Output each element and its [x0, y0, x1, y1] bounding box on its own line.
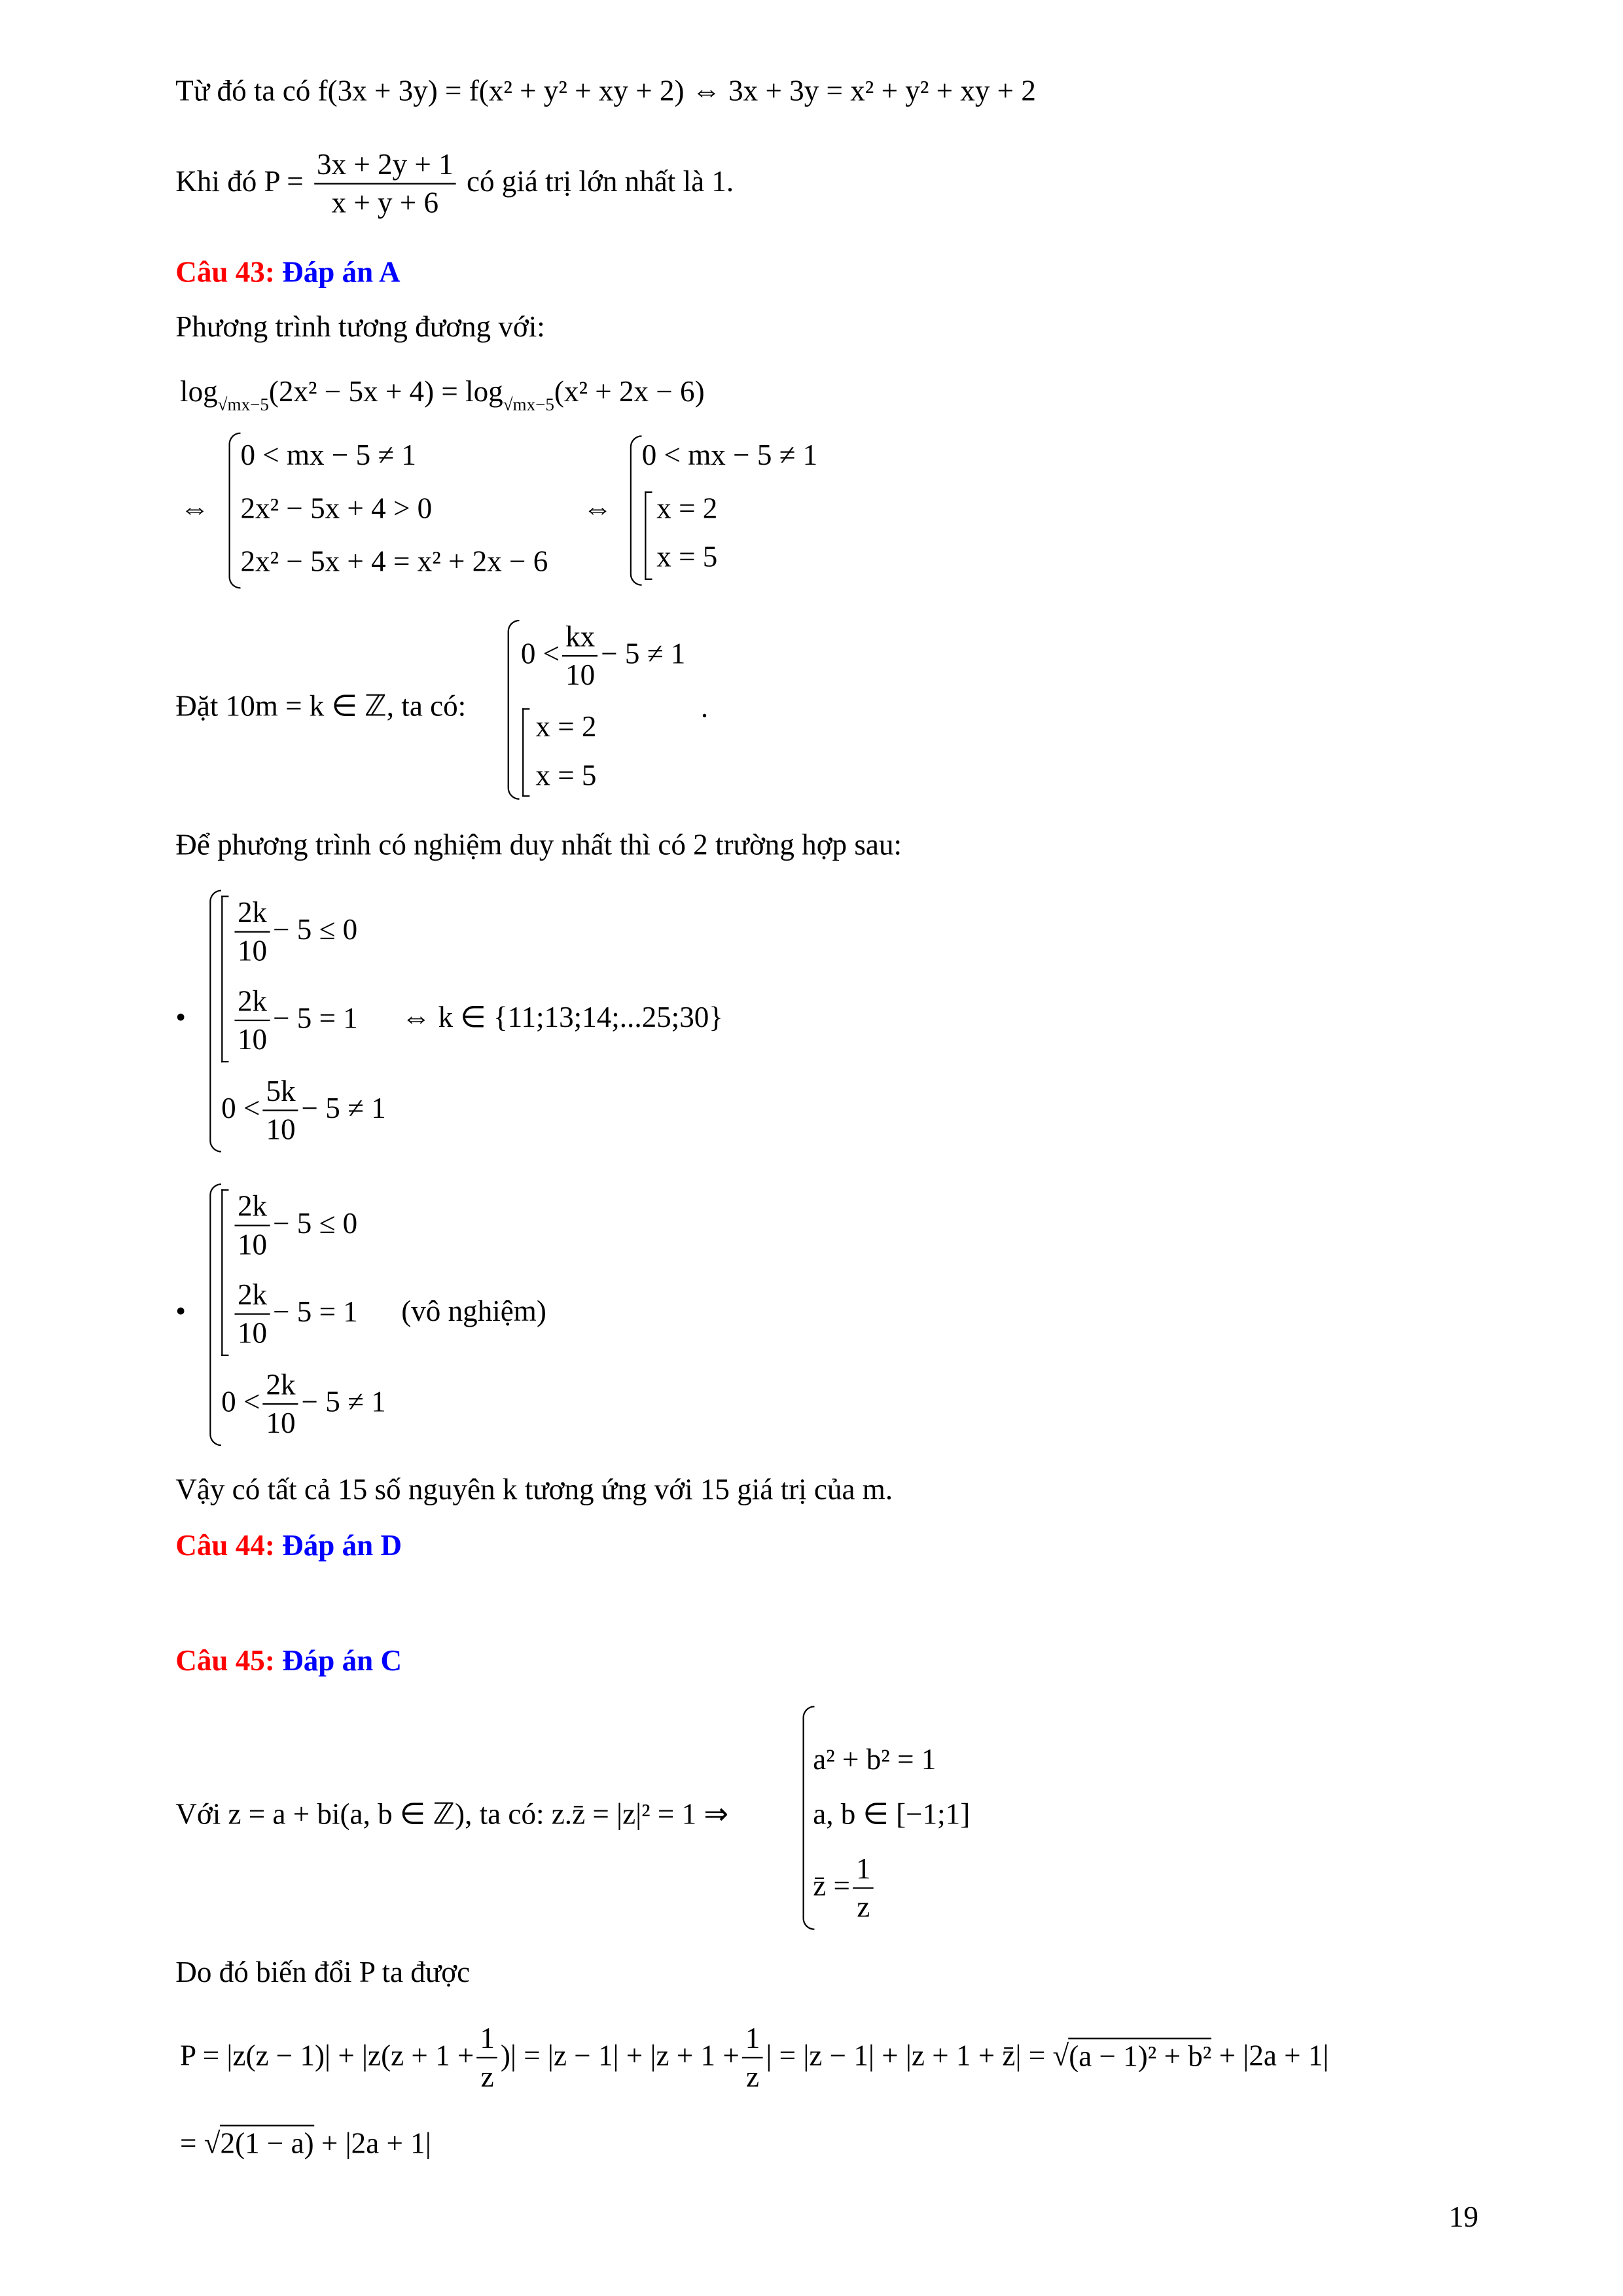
or-bracket — [221, 1189, 228, 1356]
p-equation-simplified — [180, 2129, 431, 2159]
system-row: 2x² − 5x + 4 > 0 — [240, 493, 433, 526]
page-number: 19 — [1448, 2201, 1479, 2234]
line-function-equation — [175, 77, 1036, 106]
log-base: √mx−5 — [217, 393, 269, 415]
system-brace — [228, 433, 240, 589]
alt-row: x = 5 — [535, 760, 597, 793]
denominator: z — [857, 1892, 870, 1924]
system-row — [521, 622, 685, 691]
denominator: z — [746, 2061, 760, 2094]
equivalence-arrow: ⇔ — [180, 493, 210, 526]
alt-row: x = 5 — [656, 541, 718, 575]
text: − 5 ≤ 0 — [273, 914, 358, 947]
question-label: Câu 43: — [175, 257, 275, 289]
question-43-heading — [175, 259, 400, 288]
text: Khi đó P = — [175, 166, 311, 199]
numerator: 2k — [234, 1193, 270, 1227]
system-brace — [630, 435, 642, 586]
denominator: 10 — [237, 1229, 268, 1262]
numerator: 5k — [263, 1077, 298, 1111]
radicand: 2(1 − a) — [221, 2125, 314, 2160]
fraction — [263, 1371, 298, 1439]
fraction — [853, 1855, 874, 1923]
numerator: 3x + 2y + 1 — [313, 151, 456, 185]
numerator: 2k — [263, 1371, 298, 1405]
p-equation — [180, 2024, 1329, 2092]
question-45-heading — [175, 1647, 402, 1676]
numerator: 1 — [477, 2024, 498, 2058]
equivalence-arrow: ⇔ — [582, 493, 613, 526]
case-row — [232, 899, 357, 967]
fraction — [234, 987, 270, 1055]
system-brace — [209, 1183, 221, 1446]
log: log — [180, 376, 218, 409]
text: (2x² − 5x + 4) = log — [268, 376, 503, 409]
text: + |2a + 1| — [313, 2127, 431, 2161]
text: − 5 ≠ 1 — [601, 638, 686, 671]
radicand: (a − 1)² + b² — [1069, 2037, 1211, 2073]
numerator: 1 — [853, 1855, 874, 1889]
system-row: a² + b² = 1 — [813, 1744, 936, 1777]
cases-intro: Để phương trình có nghiệm duy nhất thì có 2 trường hợp sau: — [175, 829, 902, 862]
system-brace — [508, 620, 520, 800]
text: − 5 = 1 — [273, 1296, 358, 1329]
system-row: a, b ∈ [−1;1] — [813, 1799, 971, 1831]
case-result: (vô nghiệm) — [401, 1295, 546, 1329]
fraction — [263, 1077, 298, 1145]
substitution-text: Đặt 10m = k ∈ ℤ, ta có: — [175, 691, 467, 723]
text: + |2a + 1| — [1211, 2040, 1329, 2073]
numerator: 2k — [234, 987, 270, 1021]
denominator: 10 — [565, 659, 596, 692]
fraction — [313, 151, 456, 219]
system-row — [813, 1855, 876, 1923]
answer-label: Đáp án D — [282, 1530, 402, 1563]
system-row: 2x² − 5x + 4 = x² + 2x − 6 — [240, 546, 548, 579]
line-p-max — [175, 151, 734, 219]
alt-row: x = 2 — [656, 493, 718, 526]
intro-text: Phương trình tương đương với: — [175, 311, 545, 344]
text: 0 < — [520, 638, 560, 671]
text: = √ — [180, 2127, 221, 2161]
case-result: ⇔ k ∈ {11;13;14;...25;30} — [401, 1001, 723, 1035]
denominator: 10 — [237, 1024, 268, 1057]
text: Từ đó ta có — [175, 75, 318, 108]
case-row — [232, 1193, 357, 1261]
question-44-heading — [175, 1532, 402, 1561]
text: − 5 = 1 — [273, 1003, 358, 1035]
text: (x² + 2x − 6) — [554, 376, 705, 409]
bullet: • — [175, 1001, 187, 1035]
numerator: 2k — [234, 899, 270, 933]
system-row: 0 < mx − 5 ≠ 1 — [641, 439, 818, 473]
or-bracket — [221, 895, 228, 1062]
period: . — [700, 692, 709, 725]
numerator: 1 — [742, 2024, 763, 2058]
text: 0 < — [221, 1092, 260, 1126]
denominator: 10 — [266, 1114, 296, 1147]
system-brace — [209, 889, 221, 1152]
fraction — [234, 1281, 270, 1349]
case-row — [232, 987, 358, 1055]
text: 0 < — [221, 1386, 260, 1419]
text: | = |z − 1| + |z + 1 + z̄| = √ — [766, 2040, 1069, 2073]
fraction — [234, 1193, 270, 1261]
or-bracket — [645, 492, 652, 580]
complex-setup: Với z = a + bi(a, b ∈ ℤ), ta có: z.z̄ = |z|² = 1 ⇒ — [175, 1799, 729, 1831]
log-base: √mx−5 — [503, 393, 554, 415]
numerator: 2k — [234, 1281, 270, 1315]
denominator: x + y + 6 — [331, 187, 439, 220]
transform-intro: Do đó biến đổi P ta được — [175, 1956, 471, 1990]
text: − 5 ≠ 1 — [301, 1092, 386, 1126]
answer-label: Đáp án C — [282, 1645, 402, 1678]
fraction — [477, 2024, 498, 2092]
denominator: 10 — [237, 1318, 268, 1350]
or-bracket — [522, 708, 529, 797]
system-row: 0 < mx − 5 ≠ 1 — [240, 439, 416, 473]
text: z̄ = — [813, 1870, 850, 1903]
question-label: Câu 45: — [175, 1645, 275, 1678]
numerator: kx — [563, 622, 598, 656]
log-equation — [180, 378, 705, 413]
text: có giá trị lớn nhất là 1. — [459, 166, 734, 199]
text: − 5 ≠ 1 — [301, 1386, 386, 1419]
conclusion-text: Vậy có tất cả 15 số nguyên k tương ứng với 15 giá trị của m. — [175, 1474, 893, 1507]
equation: f(3x + 3y) = f(x² + y² + xy + 2) ⇔ 3x + 3y = x² + y² + xy + 2 — [317, 75, 1036, 108]
case-row — [221, 1371, 385, 1439]
fraction — [234, 899, 270, 967]
fraction — [563, 622, 598, 691]
denominator: z — [480, 2061, 494, 2094]
fraction — [742, 2024, 763, 2092]
denominator: 10 — [266, 1407, 296, 1441]
denominator: 10 — [237, 935, 268, 968]
question-label: Câu 44: — [175, 1530, 275, 1563]
alt-row: x = 2 — [535, 711, 597, 744]
text: P = |z(z − 1)| + |z(z + 1 + — [180, 2040, 474, 2073]
bullet: • — [175, 1295, 187, 1329]
case-row — [221, 1077, 385, 1145]
case-row — [232, 1281, 358, 1349]
text: − 5 ≤ 0 — [273, 1208, 358, 1241]
text: )| = |z − 1| + |z + 1 + — [500, 2040, 740, 2073]
answer-label: Đáp án A — [282, 257, 401, 289]
